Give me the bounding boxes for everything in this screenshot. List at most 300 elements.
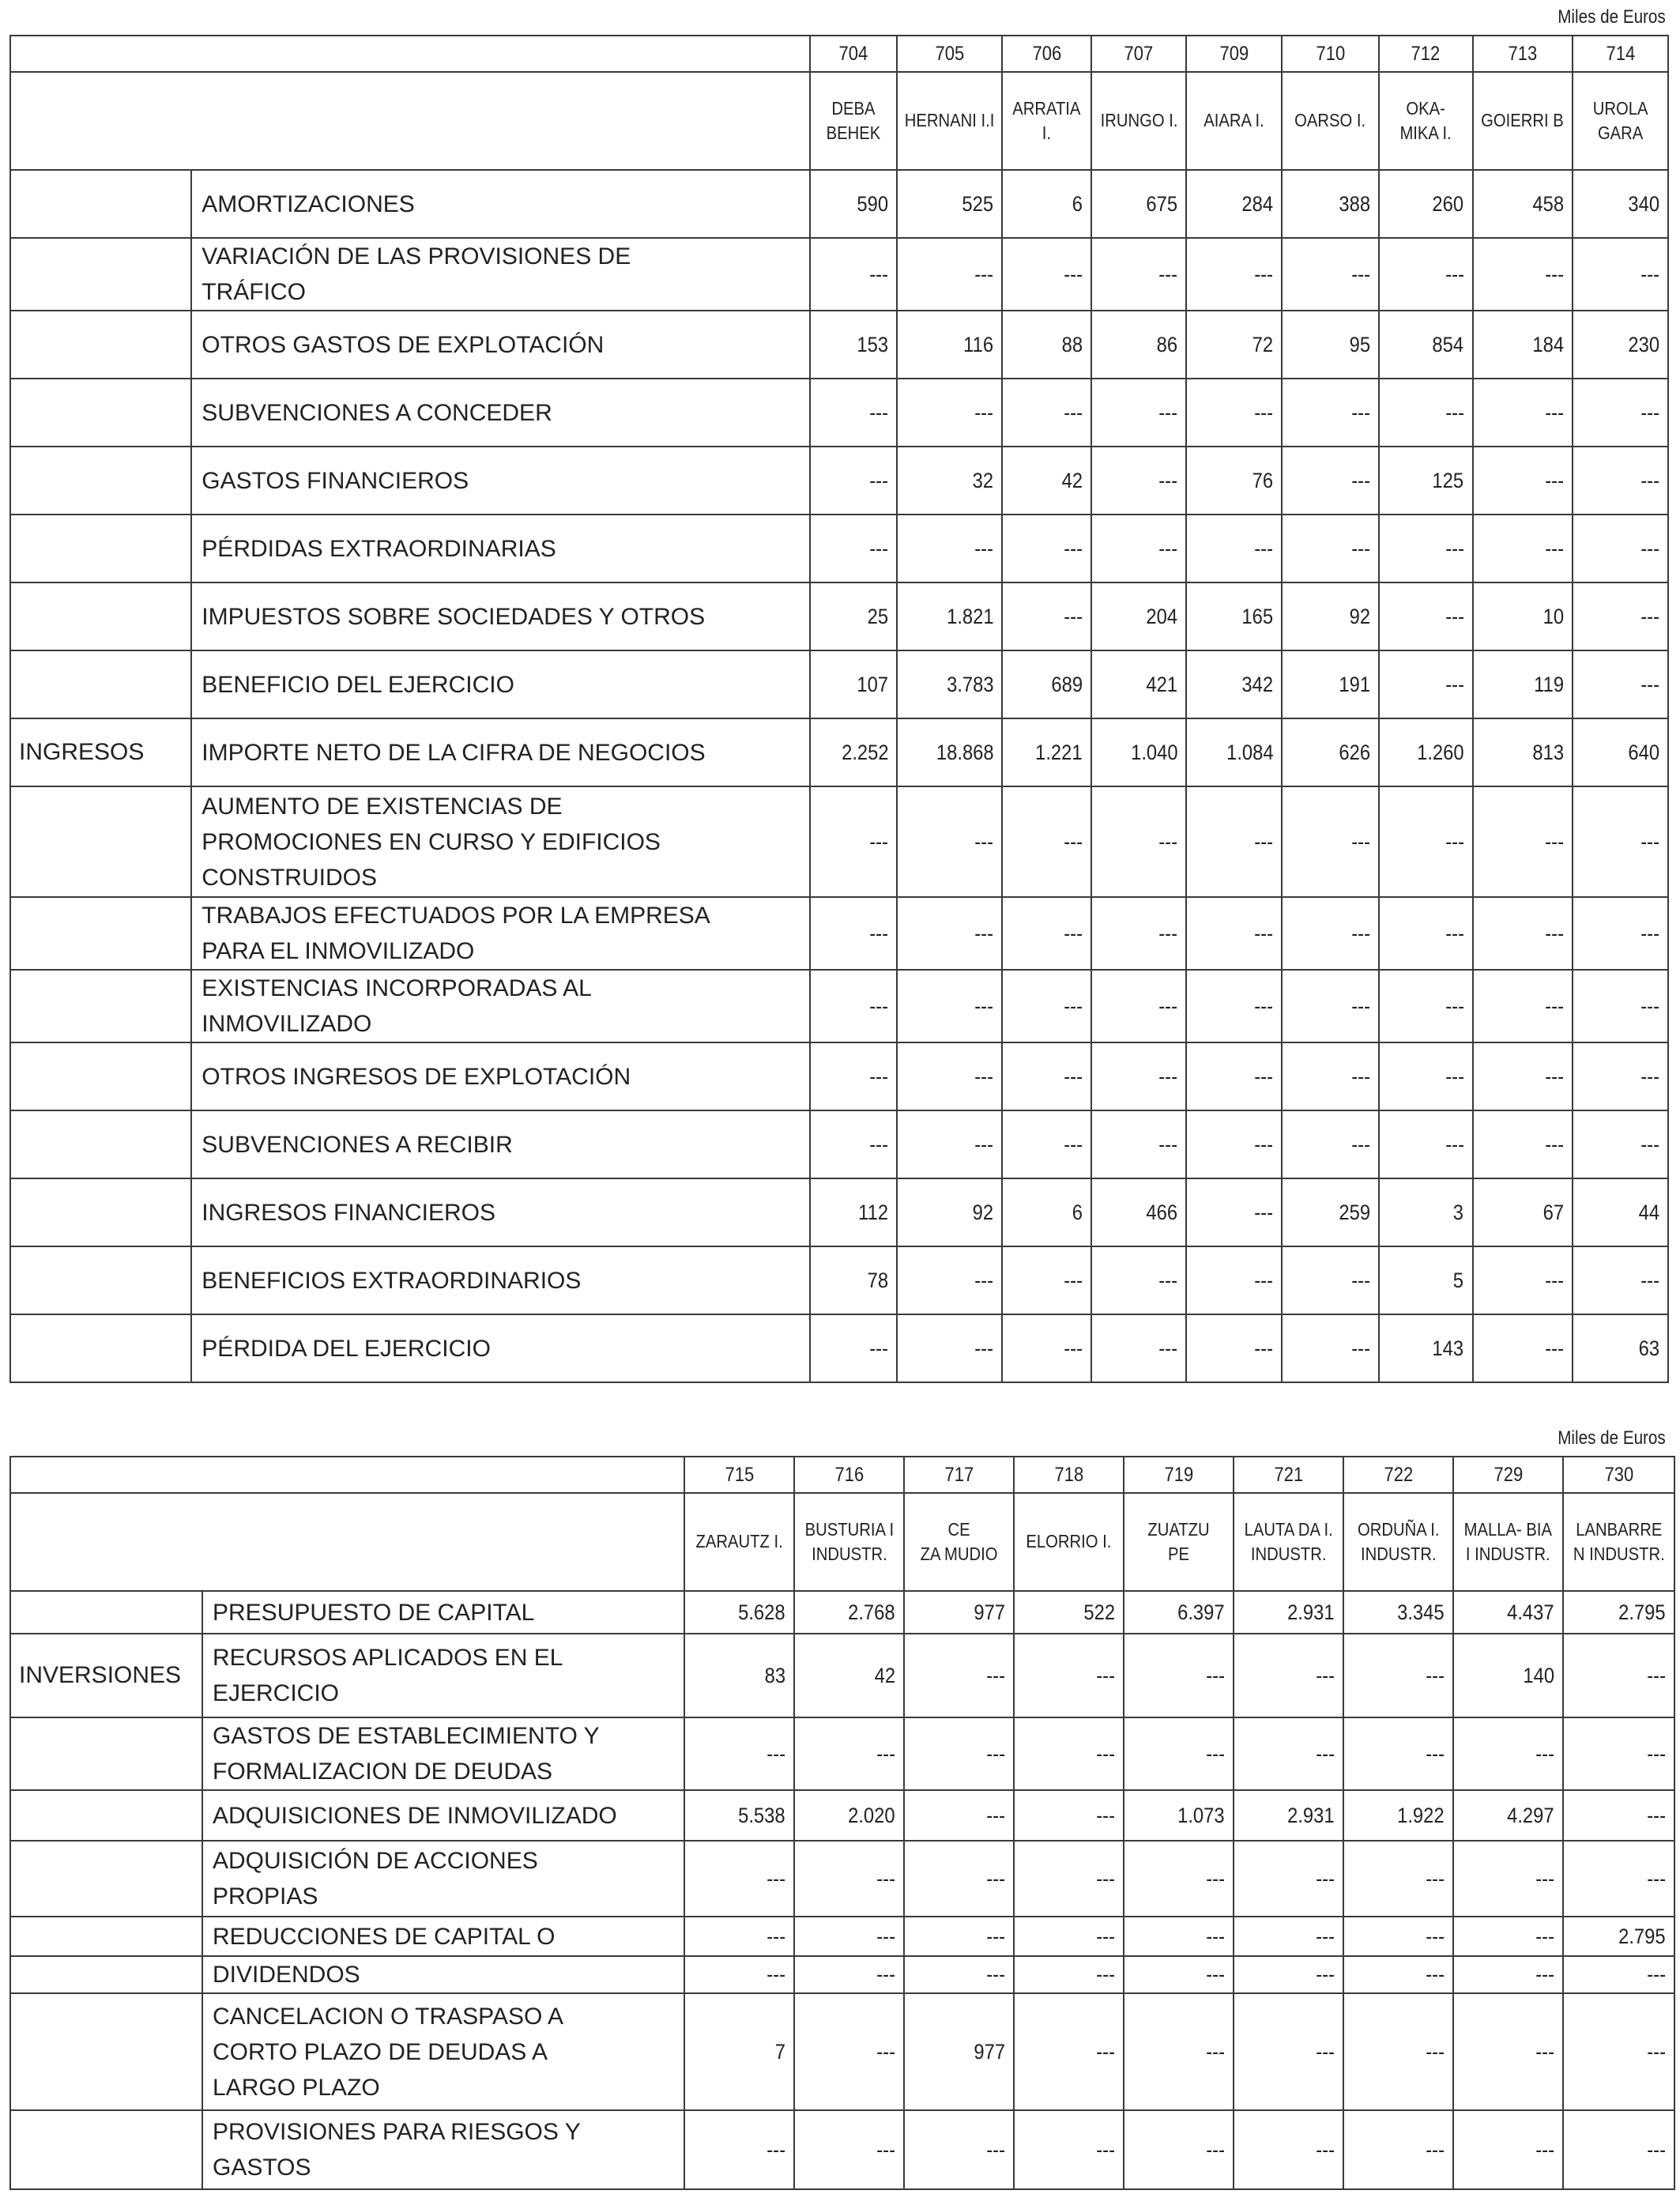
value-text: 44 [1638, 1200, 1659, 1224]
row-group: INGRESOS [10, 718, 191, 786]
value-cell [897, 1246, 1002, 1314]
column-name-text: ARRATIA I. [1012, 97, 1081, 143]
value-cell [1186, 1042, 1282, 1110]
value-text: --- [1096, 1741, 1115, 1766]
value-text: --- [1096, 1663, 1115, 1687]
value-cell [1563, 2110, 1674, 2189]
value-cell [1379, 515, 1473, 582]
value-text: --- [1640, 921, 1659, 945]
value-text: --- [1545, 1064, 1565, 1088]
value-cell [1186, 1178, 1282, 1246]
column-name-text: OKA- MIKA I. [1399, 97, 1452, 143]
value-cell [810, 718, 898, 786]
value-text: --- [1206, 2039, 1225, 2064]
value-text: --- [1064, 400, 1083, 424]
row-label: PÉRDIDA DEL EJERCICIO [191, 1314, 809, 1382]
value-cell [1091, 897, 1187, 970]
value-text: --- [1316, 1866, 1335, 1891]
value-text: --- [1254, 1200, 1274, 1224]
column-name-text: ELORRIO I. [1026, 1531, 1112, 1552]
value-cell [1124, 1591, 1234, 1634]
value-text: 1.260 [1417, 740, 1464, 764]
value-text: --- [1316, 2039, 1335, 2064]
column-code-text: 713 [1508, 42, 1538, 65]
value-text: --- [1640, 1064, 1659, 1088]
row-label: GASTOS DE ESTABLECIMIENTO Y FORMALIZACION DE DEUDAS [202, 1717, 684, 1790]
table-row [10, 447, 1668, 515]
value-text: --- [1064, 829, 1083, 854]
value-cell [1453, 1591, 1563, 1634]
column-name [684, 1493, 794, 1591]
value-text: 18.868 [936, 740, 994, 764]
value-text: 388 [1339, 191, 1370, 216]
column-name [897, 72, 1002, 170]
column-name-text: CE ZA MUDIO [920, 1518, 998, 1564]
value-cell [1379, 718, 1473, 786]
value-text: 95 [1349, 332, 1370, 356]
value-text: --- [1316, 1924, 1335, 1948]
value-cell [1473, 170, 1573, 238]
value-text: --- [1064, 1132, 1083, 1156]
row-group [10, 1717, 202, 1790]
column-code [810, 36, 898, 72]
column-code [1186, 36, 1282, 72]
value-text: --- [1351, 921, 1370, 945]
value-cell [810, 238, 898, 311]
value-cell [1282, 1042, 1379, 1110]
value-text: --- [1426, 1741, 1445, 1766]
value-cell [1343, 2110, 1453, 2189]
row-group [10, 786, 191, 897]
value-cell [1563, 1634, 1674, 1717]
value-text: 590 [857, 191, 889, 216]
value-cell [1234, 1917, 1343, 1956]
value-cell [1234, 1956, 1343, 1993]
row-group [10, 1314, 191, 1382]
value-cell [1343, 1634, 1453, 1717]
value-text: --- [974, 921, 994, 945]
value-cell [684, 1591, 794, 1634]
value-cell [1573, 1314, 1668, 1382]
value-cell [1573, 170, 1668, 238]
value-text: 2.252 [841, 740, 889, 764]
value-text: --- [1254, 1132, 1274, 1156]
value-cell [904, 1591, 1014, 1634]
value-cell [897, 238, 1002, 311]
value-text: --- [869, 829, 889, 854]
value-text: --- [1096, 1924, 1115, 1948]
value-text: 675 [1146, 191, 1178, 216]
value-text: 107 [857, 672, 889, 696]
value-cell [1573, 786, 1668, 897]
column-code-text: 729 [1494, 1463, 1523, 1486]
row-group [10, 1956, 202, 1993]
value-cell [1343, 1841, 1453, 1917]
value-text: --- [1351, 993, 1370, 1018]
value-cell [1234, 1717, 1343, 1790]
units-label-table2: Miles de Euros [1558, 1427, 1666, 1449]
value-cell [1282, 582, 1379, 650]
value-text: 140 [1523, 1663, 1554, 1687]
header-blank-cell [10, 72, 810, 170]
value-text: --- [767, 1962, 785, 1986]
value-text: --- [1640, 993, 1659, 1018]
table-row [10, 515, 1668, 582]
column-name-text: ZARAUTZ I. [695, 1531, 783, 1552]
value-cell [1473, 582, 1573, 650]
column-code [897, 36, 1002, 72]
value-text: --- [1254, 262, 1274, 286]
value-cell [1091, 515, 1187, 582]
value-text: 1.084 [1226, 740, 1274, 764]
value-cell [904, 1917, 1014, 1956]
value-cell [1379, 1110, 1473, 1178]
table-row [10, 897, 1668, 970]
value-cell [684, 1717, 794, 1790]
value-cell [897, 970, 1002, 1042]
value-cell [1091, 311, 1187, 379]
value-text: --- [1254, 993, 1274, 1018]
value-text: --- [1640, 468, 1659, 492]
value-cell [810, 379, 898, 447]
value-text: --- [1158, 921, 1178, 945]
column-name-text: HERNANI I.I [904, 110, 995, 131]
value-cell [1186, 311, 1282, 379]
value-cell [897, 170, 1002, 238]
value-text: --- [1545, 1268, 1565, 1292]
column-code-text: 709 [1219, 42, 1249, 65]
value-text: 153 [857, 332, 889, 356]
value-text: --- [1545, 468, 1565, 492]
value-cell [810, 1178, 898, 1246]
value-cell [1091, 786, 1187, 897]
value-cell [1343, 1993, 1453, 2110]
value-text: --- [1254, 536, 1274, 560]
column-name [810, 72, 898, 170]
value-cell [1379, 786, 1473, 897]
value-cell [1343, 1717, 1453, 1790]
value-cell [1473, 1042, 1573, 1110]
value-cell [1343, 1917, 1453, 1956]
column-name [1014, 1493, 1124, 1591]
value-text: --- [1640, 536, 1659, 560]
value-cell [1473, 1178, 1573, 1246]
value-text: --- [1647, 1741, 1666, 1766]
row-group [10, 238, 191, 311]
value-text: --- [1351, 262, 1370, 286]
value-cell [1186, 1314, 1282, 1382]
table-row [10, 1591, 1674, 1634]
value-text: --- [1445, 993, 1464, 1018]
value-cell [684, 1790, 794, 1841]
value-text: --- [1254, 829, 1274, 854]
row-group [10, 447, 191, 515]
value-cell [810, 1042, 898, 1110]
value-text: --- [1158, 1336, 1178, 1360]
table-row [10, 238, 1668, 311]
value-cell [1473, 238, 1573, 311]
table-row [10, 582, 1668, 650]
value-cell [1473, 897, 1573, 970]
value-text: 88 [1061, 332, 1083, 356]
header-blank-cell [10, 36, 810, 72]
value-text: --- [1206, 2137, 1225, 2162]
value-text: 1.040 [1131, 740, 1178, 764]
value-text: --- [869, 400, 889, 424]
value-text: 86 [1157, 332, 1178, 356]
financial-table-1 [9, 35, 1669, 1383]
value-text: --- [1545, 993, 1565, 1018]
value-cell [897, 718, 1002, 786]
value-cell [1124, 1717, 1234, 1790]
value-cell [794, 1956, 904, 1993]
table-row [10, 1178, 1668, 1246]
value-text: 1.073 [1177, 1803, 1225, 1827]
value-cell [1014, 2110, 1124, 2189]
value-cell [1473, 970, 1573, 1042]
value-text: --- [1254, 1336, 1274, 1360]
row-label: REDUCCIONES DE CAPITAL O [202, 1917, 684, 1956]
financial-table-2 [9, 1456, 1675, 2190]
value-cell [810, 1110, 898, 1178]
value-cell [1186, 897, 1282, 970]
value-text: --- [1647, 1962, 1666, 1986]
value-cell [1379, 311, 1473, 379]
value-cell [1563, 1917, 1674, 1956]
table-row [10, 1314, 1668, 1382]
value-cell [1091, 970, 1187, 1042]
row-label: AUMENTO DE EXISTENCIAS DE PROMOCIONES EN CURSO Y EDIFICIOS CONSTRUIDOS [191, 786, 809, 897]
value-text: 5 [1453, 1268, 1464, 1292]
row-label: TRABAJOS EFECTUADOS POR LA EMPRESA PARA EL INMOVILIZADO [191, 897, 809, 970]
value-cell [1002, 897, 1091, 970]
value-text: --- [1351, 1132, 1370, 1156]
value-cell [1186, 170, 1282, 238]
value-text: --- [1545, 1336, 1565, 1360]
table-row [10, 1717, 1674, 1790]
value-text: --- [1445, 672, 1464, 696]
value-text: --- [1445, 400, 1464, 424]
value-text: --- [1535, 1741, 1554, 1766]
value-text: 1.221 [1035, 740, 1083, 764]
value-cell [1379, 447, 1473, 515]
value-text: --- [1640, 1132, 1659, 1156]
column-name [904, 1493, 1014, 1591]
header-blank-cell [10, 1493, 684, 1591]
value-text: 7 [774, 2039, 785, 2064]
value-text: --- [1351, 1064, 1370, 1088]
value-text: --- [1064, 1064, 1083, 1088]
value-cell [1186, 970, 1282, 1042]
value-text: --- [1158, 1064, 1178, 1088]
value-cell [1091, 1178, 1187, 1246]
value-cell [1234, 1634, 1343, 1717]
value-cell [1186, 650, 1282, 718]
value-text: 977 [974, 1600, 1005, 1624]
value-cell [1014, 1956, 1124, 1993]
column-code-text: 722 [1384, 1463, 1413, 1486]
value-cell [810, 970, 898, 1042]
value-text: --- [1545, 1132, 1565, 1156]
column-name-text: GOIERRI B [1481, 110, 1565, 131]
value-cell [1282, 718, 1379, 786]
value-text: 125 [1432, 468, 1464, 492]
table-row [10, 970, 1668, 1042]
value-cell [1002, 650, 1091, 718]
row-label: SUBVENCIONES A CONCEDER [191, 379, 809, 447]
value-text: --- [1254, 1268, 1274, 1292]
value-text: 42 [1061, 468, 1083, 492]
value-text: --- [869, 1336, 889, 1360]
value-text: 112 [858, 1200, 889, 1224]
value-text: --- [767, 1741, 785, 1766]
value-cell [1091, 238, 1187, 311]
value-text: 260 [1432, 191, 1464, 216]
value-text: 92 [1349, 604, 1370, 628]
value-text: --- [1535, 1962, 1554, 1986]
column-code [1282, 36, 1379, 72]
value-cell [794, 1841, 904, 1917]
value-cell [1343, 1790, 1453, 1841]
value-cell [1573, 1246, 1668, 1314]
value-text: 83 [764, 1663, 785, 1687]
value-text: --- [1445, 262, 1464, 286]
row-label: ADQUISICIONES DE INMOVILIZADO [202, 1790, 684, 1841]
value-cell [684, 1917, 794, 1956]
value-text: 2.768 [848, 1600, 895, 1624]
value-text: --- [869, 468, 889, 492]
value-cell [1282, 1178, 1379, 1246]
value-text: 78 [867, 1268, 889, 1292]
row-label: IMPORTE NETO DE LA CIFRA DE NEGOCIOS [191, 718, 809, 786]
value-cell [1124, 2110, 1234, 2189]
column-name [1473, 72, 1573, 170]
column-code-text: 714 [1606, 42, 1635, 65]
value-cell [810, 311, 898, 379]
value-cell [904, 1634, 1014, 1717]
value-text: --- [1064, 993, 1083, 1018]
value-text: --- [974, 829, 994, 854]
table-row [10, 718, 1668, 786]
row-group [10, 379, 191, 447]
value-cell [1473, 379, 1573, 447]
value-cell [1234, 1841, 1343, 1917]
column-name [1282, 72, 1379, 170]
value-text: 191 [1339, 672, 1370, 696]
value-text: --- [869, 993, 889, 1018]
column-name-text: ORDUÑA I. INDUSTR. [1357, 1518, 1440, 1564]
row-label: GASTOS FINANCIEROS [191, 447, 809, 515]
value-text: --- [1351, 468, 1370, 492]
row-group: INVERSIONES [10, 1634, 202, 1717]
row-group [10, 2110, 202, 2189]
value-text: 6.397 [1177, 1600, 1225, 1624]
value-text: --- [1545, 262, 1565, 286]
value-text: --- [1254, 400, 1274, 424]
value-cell [1124, 1956, 1234, 1993]
row-group [10, 1591, 202, 1634]
value-cell [1002, 1110, 1091, 1178]
value-cell [1282, 650, 1379, 718]
column-code [1124, 1457, 1234, 1493]
value-cell [1282, 1246, 1379, 1314]
value-text: --- [876, 1741, 895, 1766]
column-code-text: 707 [1124, 42, 1154, 65]
value-text: 626 [1339, 740, 1370, 764]
value-cell [1453, 1841, 1563, 1917]
value-text: --- [974, 1132, 994, 1156]
value-cell [1563, 1790, 1674, 1841]
value-text: --- [1535, 2137, 1554, 2162]
value-cell [684, 1993, 794, 2110]
value-cell [1186, 379, 1282, 447]
value-cell [1091, 447, 1187, 515]
value-cell [1014, 1790, 1124, 1841]
value-text: --- [974, 1336, 994, 1360]
value-cell [1473, 1314, 1573, 1382]
value-text: --- [767, 1866, 785, 1891]
value-text: --- [1316, 1962, 1335, 1986]
value-cell [1573, 897, 1668, 970]
value-cell [1573, 379, 1668, 447]
value-text: --- [876, 1962, 895, 1986]
column-code-text: 721 [1274, 1463, 1303, 1486]
value-text: --- [1545, 536, 1565, 560]
column-name-text: DEBA BEHEK [826, 97, 881, 143]
value-text: --- [1545, 829, 1565, 854]
value-cell [810, 582, 898, 650]
value-text: 522 [1083, 1600, 1115, 1624]
value-cell [1186, 582, 1282, 650]
value-text: 284 [1241, 191, 1274, 216]
value-text: 63 [1638, 1336, 1659, 1360]
value-text: --- [986, 1866, 1005, 1891]
value-text: --- [1158, 993, 1178, 1018]
value-cell [794, 1634, 904, 1717]
value-text: --- [1064, 536, 1083, 560]
value-cell [1002, 515, 1091, 582]
value-text: --- [1545, 921, 1565, 945]
row-group [10, 1042, 191, 1110]
table-row [10, 1110, 1668, 1178]
value-cell [1091, 1042, 1187, 1110]
value-text: --- [1351, 536, 1370, 560]
value-text: --- [974, 262, 994, 286]
column-name-text: AIARA I. [1203, 110, 1265, 131]
value-cell [1124, 1634, 1234, 1717]
value-cell [904, 2110, 1014, 2189]
value-cell [1473, 1110, 1573, 1178]
value-cell [1563, 1993, 1674, 2110]
value-text: 689 [1051, 672, 1083, 696]
value-cell [1379, 238, 1473, 311]
value-text: --- [1206, 1741, 1225, 1766]
value-text: 1.821 [946, 604, 994, 628]
value-text: --- [876, 2137, 895, 2162]
value-cell [1091, 1314, 1187, 1382]
value-cell [1124, 1841, 1234, 1917]
table-row [10, 1042, 1668, 1110]
value-text: 184 [1532, 332, 1565, 356]
value-cell [794, 1717, 904, 1790]
value-cell [1573, 515, 1668, 582]
value-cell [1573, 650, 1668, 718]
value-cell [1124, 1790, 1234, 1841]
value-text: --- [1064, 604, 1083, 628]
value-text: --- [986, 1803, 1005, 1827]
value-text: --- [974, 536, 994, 560]
value-text: 342 [1241, 672, 1274, 696]
